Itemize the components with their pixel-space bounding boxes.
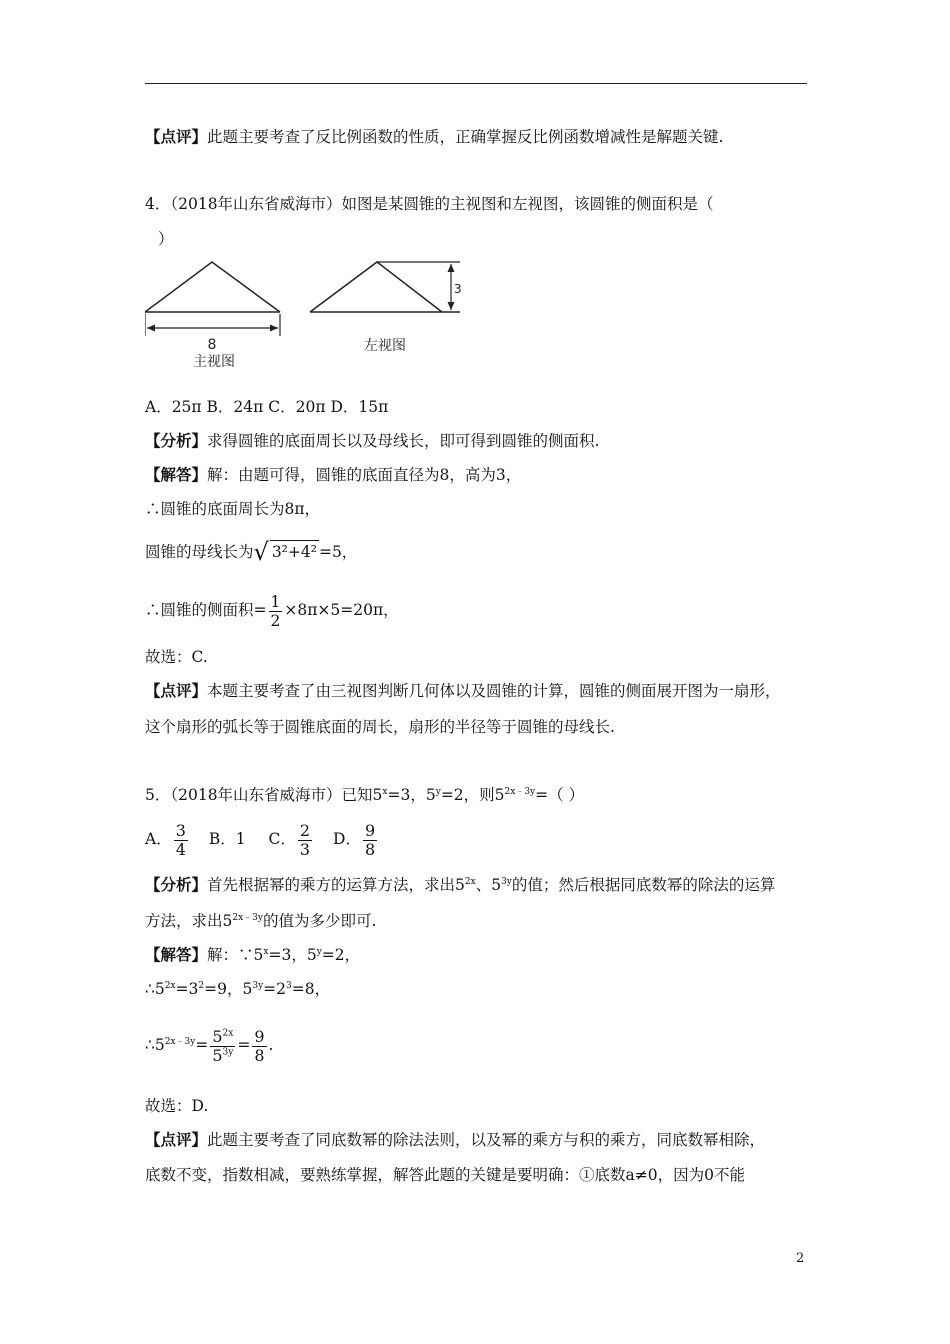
q4-answer-4: ∴圆锥的侧面积= $\frac{1}{2}$ ×8π×5=20π，: [145, 592, 399, 630]
q4-answer-1: 【解答】解：由题可得，圆锥的底面直径为8，高为3，: [145, 465, 522, 484]
q5-answer-3: $\therefore 5^{2x﹣3y}=$ $\frac{5^{2x}}{5^{3y}}$ = $\frac{9}{8}$ .: [145, 1026, 274, 1065]
q4-review-1: 【点评】本题主要考查了由三视图判断几何体以及圆锥的计算，圆锥的侧面展开图为一扇形，: [145, 681, 781, 700]
q5-options: A． $\frac{3}{4}$ B．1 C． $\frac{2}{3}$ D． $\frac{9}{8}$: [145, 820, 376, 859]
sqrt-content: 3²+4²: [270, 540, 319, 563]
cone-views-figure: [145, 256, 465, 372]
height-value: 3: [454, 282, 462, 296]
q4-stem: 4．（2018年山东省威海市）如图是某圆锥的主视图和左视图，该圆锥的侧面积是（: [145, 195, 714, 213]
left-view-triangle: [310, 262, 442, 312]
width-value: 8: [207, 337, 217, 353]
power-fraction: $\frac{5^{2x}}{5^{3y}}$: [212, 1026, 234, 1065]
arrow-up: [448, 264, 455, 272]
q5-analysis-2: 方法，求出$5^{2x﹣3y}$的值为多少即可.: [145, 912, 377, 930]
q5-answer-2: $\therefore 5^{2x}=3^2=9$，$5^{3y}=2^3=8$，: [145, 980, 331, 998]
q5-stem: 5．（2018年山东省威海市）已知$5^x=3$，$5^y=2$，则$5^{2x﹣3y}=$（ ）: [145, 786, 585, 804]
result-fraction: $\frac{9}{8}$: [254, 1026, 265, 1065]
option-a-fraction: $\frac{3}{4}$: [175, 820, 186, 859]
arrow-right: [270, 325, 278, 332]
left-view-label: 左视图: [364, 338, 406, 354]
option-c-fraction: $\frac{2}{3}$: [299, 820, 311, 859]
q5-answer-1: 【解答】解：$\because 5^x=3$，$5^y=2$，: [145, 945, 361, 964]
arrow-down: [448, 302, 455, 310]
arrow-left: [147, 325, 155, 332]
q5-review-1: 【点评】此题主要考查了同底数幂的除法法则，以及幂的乘方与积的乘方，同底数幂相除，: [145, 1130, 766, 1149]
page-number: 2: [796, 1251, 805, 1266]
left-view: [310, 262, 462, 354]
q4-review-2: 这个扇形的弧长等于圆锥底面的周长，扇形的半径等于圆锥的母线长.: [145, 718, 615, 736]
header-rule: [145, 83, 807, 84]
q4-choose: 故选：C.: [145, 648, 208, 666]
sqrt-sign: √: [253, 538, 269, 566]
review-q3: 【点评】此题主要考查了反比例函数的性质，正确掌握反比例函数增减性是解题关键.: [145, 127, 724, 146]
q5-analysis-1: 【分析】首先根据幂的乘方的运算方法，求出$5^{2x}$、$5^{3y}$的值；然后根据同底数幂的除法的运算: [145, 875, 776, 894]
q4-options: A．25π B．24π C．20π D．15π: [145, 398, 389, 416]
fraction-half: $\frac{1}{2}$: [270, 592, 281, 630]
cone-views-svg: [145, 256, 465, 372]
q5-review-2: 底数不变，指数相减，要熟练掌握，解答此题的关键是要明确：①底数a≠0，因为0不能: [145, 1166, 745, 1184]
q5-choose: 故选：D.: [145, 1097, 209, 1115]
q4-stem-end: ）: [158, 230, 174, 248]
main-view-label: 主视图: [193, 354, 235, 370]
q4-analysis: 【分析】求得圆锥的底面周长以及母线长，即可得到圆锥的侧面积.: [145, 431, 600, 450]
main-view: [145, 262, 280, 370]
option-d-fraction: $\frac{9}{8}$: [364, 820, 376, 859]
q4-answer-2: ∴圆锥的底面周长为8π，: [145, 500, 321, 518]
main-view-triangle: [145, 262, 280, 312]
q4-answer-3: 圆锥的母线长为√ 3²+4² =5，: [145, 538, 358, 566]
